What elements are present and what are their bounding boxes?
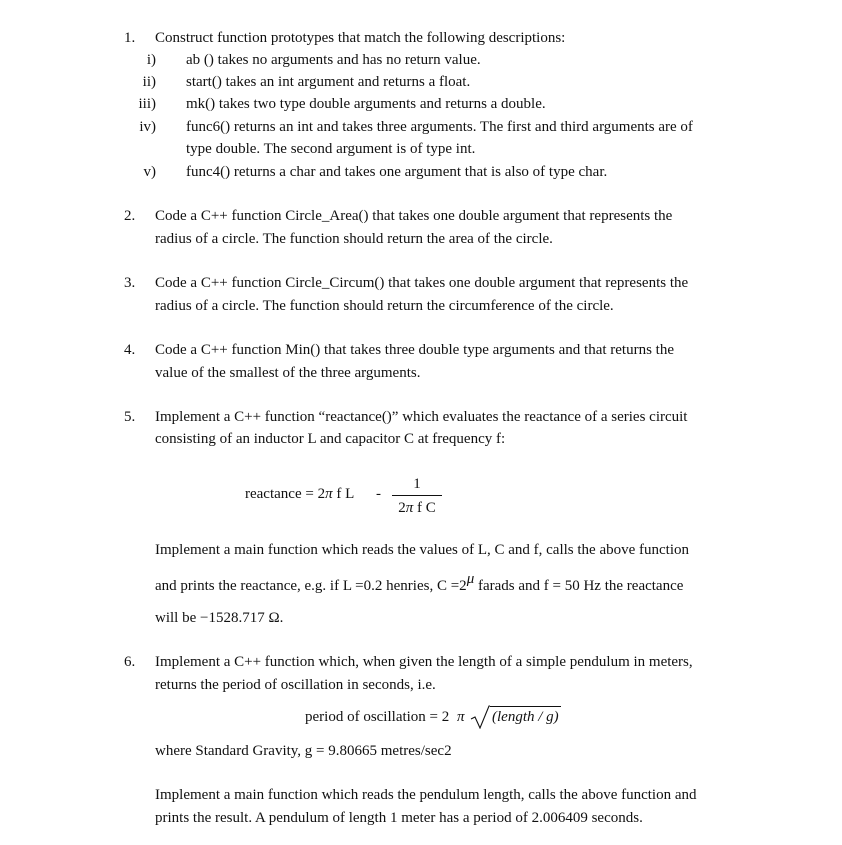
mu-symbol: μ [466,571,475,587]
q2-number: 2. [124,208,136,224]
q1-roman-iii: iii) [138,96,156,112]
q6-para2: prints the result. A pendulum of length 1 meter has a period of 2.006409 seconds. [155,810,643,826]
q5-para1: Implement a main function which reads the values of L, C and f, calls the above function [155,542,690,558]
q2-line2: radius of a circle. The function should return the area of the circle. [155,231,553,247]
q1-item-iv-cont: type double. The second argument is of type int. [186,141,476,157]
q6-para1: Implement a main function which reads the pendulum length, calls the above function and [155,787,697,803]
fraction-numerator: 1 [413,476,421,492]
period-formula-lhs: period of oscillation = 2 π [305,709,465,725]
q5-para2: and prints the reactance, e.g. if L =0.2 henries, C =2μ farads and f = 50 Hz the reactance [155,571,684,594]
q5-line1: Implement a C++ function “reactance()” which evaluates the reactance of a series circuit [155,409,688,425]
reactance-formula-lhs: reactance = 2π f L [245,486,355,502]
q1-roman-iv: iv) [139,119,156,135]
fraction-denominator: 2π f C [398,500,436,516]
q1-item-v: func4() returns a char and takes one argument that is also of type char. [186,164,608,180]
q6-line1: Implement a C++ function which, when given the length of a simple pendulum in meters, [155,654,693,670]
q3-line2: radius of a circle. The function should return the circumference of the circle. [155,298,614,314]
q5-number: 5. [124,409,136,425]
q5-line2: consisting of an inductor L and capacitor C at frequency f: [155,431,506,447]
q6-line2: returns the period of oscillation in seconds, i.e. [155,677,436,693]
q3-line1: Code a C++ function Circle_Circum() that takes one double argument that represents the [155,275,689,291]
q5-para3: will be −1528.717 Ω. [155,610,284,626]
q1-item-iv: func6() returns an int and takes three arguments. The first and third arguments are of [186,119,693,135]
radicand: (length / g) [490,706,561,727]
q1-roman-i: i) [146,52,156,68]
q3-number: 3. [124,275,136,291]
q4-number: 4. [124,342,136,358]
q1-number: 1. [124,30,136,46]
fraction-bar [392,495,442,496]
q6-gravity: where Standard Gravity, g = 9.80665 metres/sec2 [155,743,452,759]
q1-roman-v: v) [143,164,156,180]
q1-text: Construct function prototypes that match the following descriptions: [155,30,566,46]
q1-item-iii: mk() takes two type double arguments and returns a double. [186,96,546,112]
reactance-fraction [392,474,442,518]
q1-roman-ii: ii) [142,74,156,90]
q1-item-i: ab () takes no arguments and has no return value. [186,52,481,68]
q4-line2: value of the smallest of the three arguments. [155,365,421,381]
q6-number: 6. [124,654,136,670]
q4-line1: Code a C++ function Min() that takes three double type arguments and that returns the [155,342,675,358]
q1-item-ii: start() takes an int argument and returns a float. [186,74,471,90]
reactance-formula-minus: - [376,486,381,502]
radical-sign-icon [470,705,490,729]
q2-line1: Code a C++ function Circle_Area() that takes one double argument that represents the [155,208,673,224]
